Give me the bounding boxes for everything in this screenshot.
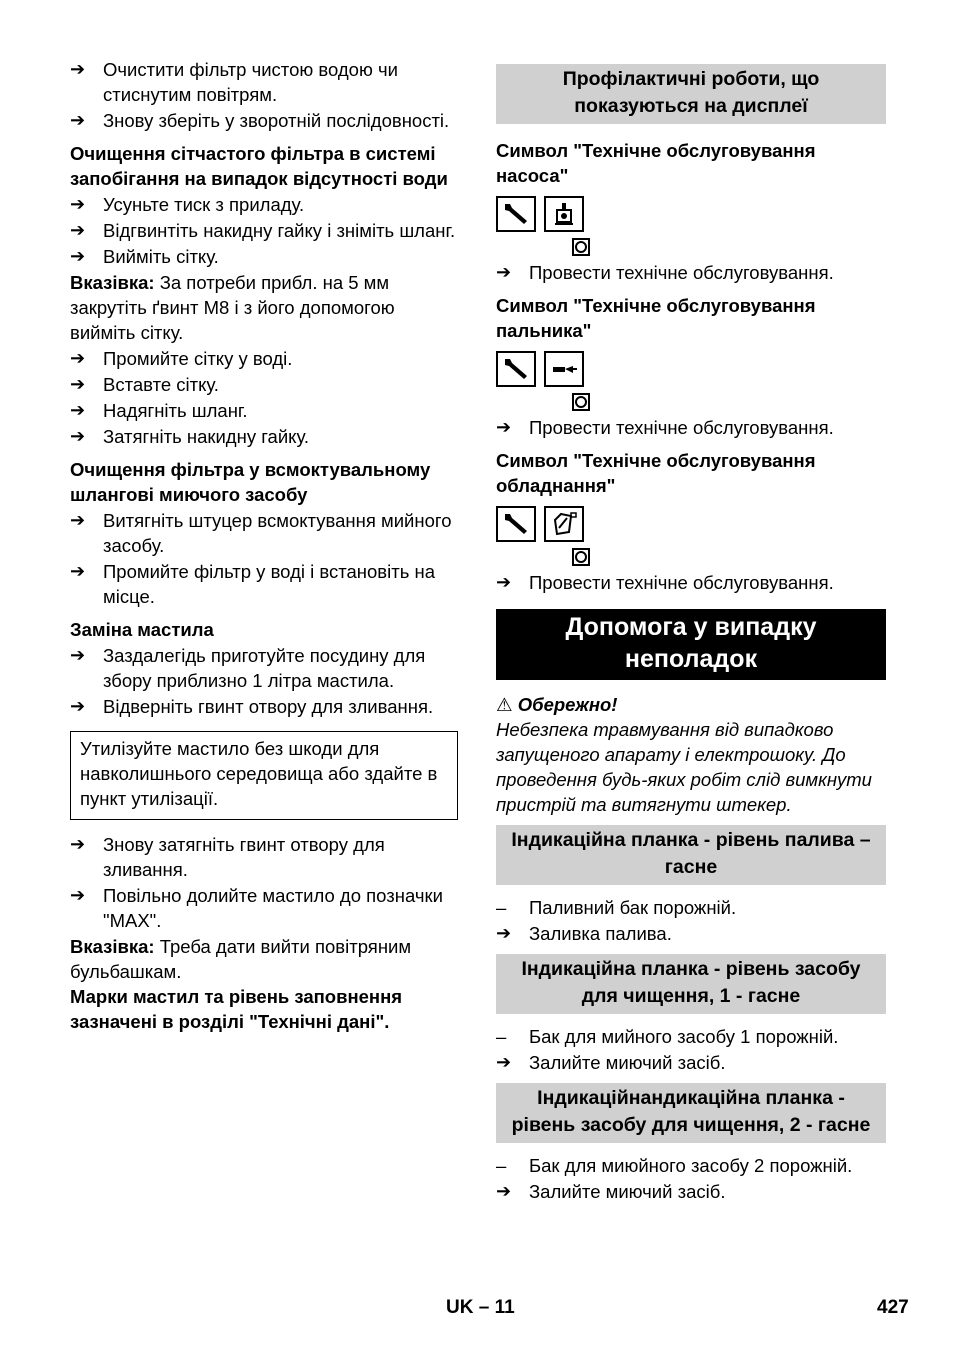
symbol-heading: Символ "Технічне обслуговування насоса" xyxy=(496,140,816,186)
arrow-icon: ➔ xyxy=(496,1181,512,1201)
equipment-icon xyxy=(544,506,584,542)
instruction-item: ➔ Знову затягніть гвинт отвору для зливання. xyxy=(70,834,385,880)
arrow-icon: ➔ xyxy=(70,246,86,266)
section-banner: Індикаційна планка - рівень палива – гасне xyxy=(496,825,886,885)
wrench-icon xyxy=(496,351,536,387)
arrow-icon: ➔ xyxy=(496,572,512,592)
environment-note-box: Утилізуйте мастило без шкоди для навколишнього середовища або здайте в пункт утилізації. xyxy=(70,731,458,820)
symbol-heading: Символ "Технічне обслуговування пальника" xyxy=(496,295,816,341)
instruction-item: ➔ Заливка палива. xyxy=(496,923,672,944)
warning-icon: ⚠ xyxy=(496,694,513,715)
section-heading: Очищення фільтра у всмоктувальному шлангові миючого засобу xyxy=(70,459,431,505)
section-banner: Профілактичні роботи, що показуються на дисплеї xyxy=(496,64,886,124)
arrow-icon: ➔ xyxy=(496,1052,512,1072)
cause-item: – Бак для мийного засобу 1 порожній. xyxy=(496,1026,839,1047)
indicator-icon xyxy=(572,393,590,411)
symbol-icons xyxy=(496,196,886,232)
cause-item: – Паливний бак порожній. xyxy=(496,897,737,918)
instruction-item: ➔ Вставте сітку. xyxy=(70,374,219,395)
instruction-item: ➔ Очистити фільтр чистою водою чи стиснутим повітрям. xyxy=(70,59,398,105)
dash-icon: – xyxy=(496,897,507,918)
oil-reference-note: Марки мастил та рівень заповнення зазначені в розділі "Технічні дані". xyxy=(70,986,403,1032)
left-column xyxy=(70,56,458,1034)
warning-label: ⚠ Обережно! xyxy=(496,694,618,715)
arrow-icon: ➔ xyxy=(70,374,86,394)
dash-icon: – xyxy=(496,1155,507,1176)
arrow-icon: ➔ xyxy=(70,696,86,716)
arrow-icon: ➔ xyxy=(496,262,512,282)
section-heading: Очищення сітчастого фільтра в системі запобігання на випадок відсутності води xyxy=(70,143,448,189)
instruction-item: ➔ Провести технічне обслуговування. xyxy=(496,417,834,438)
arrow-icon: ➔ xyxy=(496,923,512,943)
pump-icon xyxy=(544,196,584,232)
instruction-item: ➔ Повільно долийте мастило до позначки "MAX". xyxy=(70,885,443,931)
instruction-item: ➔ Знову зберіть у зворотній послідовності. xyxy=(70,110,450,131)
instruction-item: ➔ Відгвинтіть накидну гайку і зніміть шланг. xyxy=(70,220,456,241)
right-column xyxy=(496,56,886,1205)
arrow-icon: ➔ xyxy=(70,561,86,581)
instruction-item: ➔ Витягніть штуцер всмоктування мийного засобу. xyxy=(70,510,452,556)
section-banner: Індикаційнандикаційна планка - рівень засобу для чищення, 2 - гасне xyxy=(496,1083,886,1143)
symbol-heading: Символ "Технічне обслуговування обладнання" xyxy=(496,450,816,496)
instruction-item: ➔ Усуньте тиск з приладу. xyxy=(70,194,305,215)
page-number: 427 xyxy=(877,1297,909,1318)
arrow-icon: ➔ xyxy=(70,400,86,420)
arrow-icon: ➔ xyxy=(70,834,86,854)
arrow-icon: ➔ xyxy=(496,417,512,437)
instruction-item: ➔ Промийте сітку у воді. xyxy=(70,348,293,369)
dash-icon: – xyxy=(496,1026,507,1047)
burner-icon xyxy=(544,351,584,387)
arrow-icon: ➔ xyxy=(70,194,86,214)
instruction-item: ➔ Заздалегідь приготуйте посудину для збору приблизно 1 літра мастила. xyxy=(70,645,426,691)
instruction-item: ➔ Промийте фільтр у воді і встановіть на місце. xyxy=(70,561,435,607)
arrow-icon: ➔ xyxy=(70,885,86,905)
warning-text: Небезпека травмування від випадково запущеного апарату і електрошоку. До проведення будь-яких робіт слід вимкнути пристрій та витягнути штекер. xyxy=(496,719,872,815)
arrow-icon: ➔ xyxy=(70,59,86,79)
instruction-item: ➔ Провести технічне обслуговування. xyxy=(496,262,834,283)
instruction-item: ➔ Провести технічне обслуговування. xyxy=(496,572,834,593)
arrow-icon: ➔ xyxy=(70,348,86,368)
arrow-icon: ➔ xyxy=(70,510,86,530)
chapter-heading: Допомога у випадку неполадок xyxy=(496,609,886,680)
indicator-icon xyxy=(572,238,590,256)
symbol-icons xyxy=(496,506,886,542)
note: Вказівка: Треба дати вийти повітряним бульбашкам. xyxy=(70,936,412,982)
arrow-icon: ➔ xyxy=(70,220,86,240)
section-heading: Заміна мастила xyxy=(70,619,214,640)
instruction-item: ➔ Залийте миючий засіб. xyxy=(496,1052,726,1073)
symbol-icons xyxy=(496,351,886,387)
note: Вказівка: За потреби прибл. на 5 мм закрутіть ґвинт M8 і з його допомогою вийміть сітку. xyxy=(70,272,395,343)
section-banner: Індикаційна планка - рівень засобу для чищення, 1 - гасне xyxy=(496,954,886,1014)
instruction-item: ➔ Відверніть гвинт отвору для зливання. xyxy=(70,696,434,717)
instruction-item: ➔ Залийте миючий засіб. xyxy=(496,1181,726,1202)
indicator-icon xyxy=(572,548,590,566)
wrench-icon xyxy=(496,506,536,542)
wrench-icon xyxy=(496,196,536,232)
instruction-item: ➔ Вийміть сітку. xyxy=(70,246,219,267)
arrow-icon: ➔ xyxy=(70,426,86,446)
instruction-item: ➔ Затягніть накидну гайку. xyxy=(70,426,310,447)
arrow-icon: ➔ xyxy=(70,110,86,130)
footer-section-number: UK – 11 xyxy=(446,1297,515,1318)
instruction-item: ➔ Надягніть шланг. xyxy=(70,400,248,421)
arrow-icon: ➔ xyxy=(70,645,86,665)
cause-item: – Бак для миюйного засобу 2 порожній. xyxy=(496,1155,853,1176)
